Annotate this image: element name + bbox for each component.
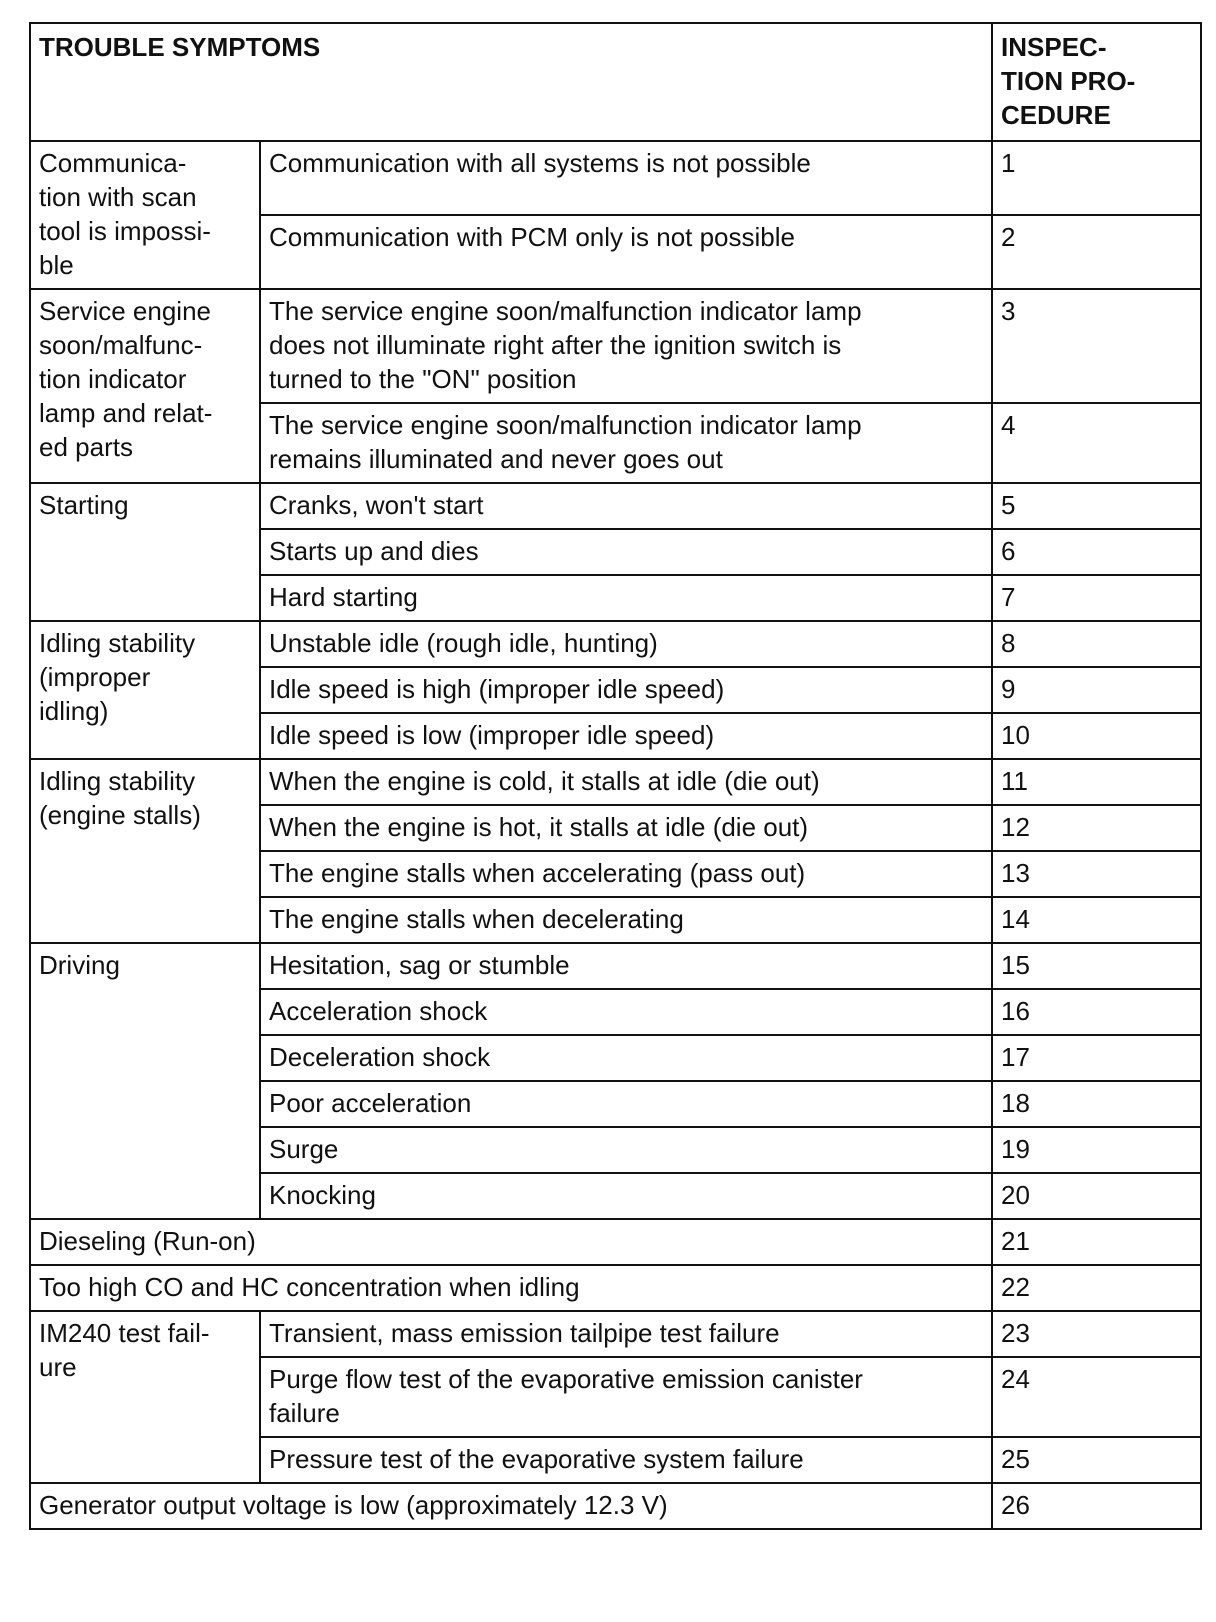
symptom-detail-cell: Surge (260, 1127, 992, 1173)
procedure-number-cell: 7 (992, 575, 1201, 621)
symptom-category-cell: Communica- tion with scan tool is impossi- ble (30, 141, 260, 289)
symptom-category-cell: Service engine soon/malfunc- tion indicator lamp and relat- ed parts (30, 289, 260, 483)
trouble-symptoms-table (29, 22, 1202, 1530)
procedure-number-cell: 25 (992, 1437, 1201, 1483)
procedure-number-cell: 5 (992, 483, 1201, 529)
procedure-number-cell: 2 (992, 215, 1201, 289)
symptom-category-cell: Idling stability (engine stalls) (30, 759, 260, 943)
table-row (30, 1311, 1201, 1357)
symptom-detail-cell: Cranks, won't start (260, 483, 992, 529)
procedure-number-cell: 3 (992, 289, 1201, 403)
procedure-number-cell: 11 (992, 759, 1201, 805)
table-row (30, 289, 1201, 403)
table-row (30, 1265, 1201, 1311)
procedure-number-cell: 18 (992, 1081, 1201, 1127)
header-inspection-procedure: INSPEC- TION PRO- CEDURE (992, 23, 1201, 141)
symptom-detail-cell: Purge flow test of the evaporative emission canister failure (260, 1357, 992, 1437)
procedure-number-cell: 4 (992, 403, 1201, 483)
symptom-detail-cell: Communication with PCM only is not possible (260, 215, 992, 289)
symptom-detail-cell: Deceleration shock (260, 1035, 992, 1081)
symptom-detail-cell: Unstable idle (rough idle, hunting) (260, 621, 992, 667)
symptom-detail-cell: Starts up and dies (260, 529, 992, 575)
procedure-number-cell: 14 (992, 897, 1201, 943)
header-trouble-symptoms: TROUBLE SYMPTOMS (30, 23, 992, 141)
table-row (30, 483, 1201, 529)
symptom-full-cell: Generator output voltage is low (approximately 12.3 V) (30, 1483, 992, 1529)
procedure-number-cell: 15 (992, 943, 1201, 989)
symptom-detail-cell: Idle speed is low (improper idle speed) (260, 713, 992, 759)
symptom-detail-cell: Knocking (260, 1173, 992, 1219)
procedure-number-cell: 9 (992, 667, 1201, 713)
symptom-detail-cell: Acceleration shock (260, 989, 992, 1035)
procedure-number-cell: 6 (992, 529, 1201, 575)
table-row (30, 1483, 1201, 1529)
procedure-number-cell: 8 (992, 621, 1201, 667)
procedure-number-cell: 16 (992, 989, 1201, 1035)
table-row (30, 621, 1201, 667)
procedure-number-cell: 1 (992, 141, 1201, 215)
symptom-detail-cell: The service engine soon/malfunction indicator lamp remains illuminated and never goes out (260, 403, 992, 483)
symptom-category-cell: Idling stability (improper idling) (30, 621, 260, 759)
table-body (30, 141, 1201, 1529)
procedure-number-cell: 26 (992, 1483, 1201, 1529)
table-row (30, 141, 1201, 215)
procedure-number-cell: 20 (992, 1173, 1201, 1219)
symptom-detail-cell: When the engine is cold, it stalls at idle (die out) (260, 759, 992, 805)
symptom-detail-cell: Transient, mass emission tailpipe test failure (260, 1311, 992, 1357)
symptom-detail-cell: When the engine is hot, it stalls at idle (die out) (260, 805, 992, 851)
procedure-number-cell: 21 (992, 1219, 1201, 1265)
symptom-detail-cell: Pressure test of the evaporative system failure (260, 1437, 992, 1483)
symptom-detail-cell: Hesitation, sag or stumble (260, 943, 992, 989)
symptom-full-cell: Dieseling (Run-on) (30, 1219, 992, 1265)
symptom-detail-cell: Idle speed is high (improper idle speed) (260, 667, 992, 713)
procedure-number-cell: 19 (992, 1127, 1201, 1173)
procedure-number-cell: 23 (992, 1311, 1201, 1357)
table-row (30, 943, 1201, 989)
symptom-category-cell: IM240 test fail- ure (30, 1311, 260, 1483)
symptom-category-cell: Driving (30, 943, 260, 1219)
table-header-row (30, 23, 1201, 141)
symptom-detail-cell: The service engine soon/malfunction indicator lamp does not illuminate right after the ignition switch is turned to the "ON" position (260, 289, 992, 403)
symptom-detail-cell: Hard starting (260, 575, 992, 621)
procedure-number-cell: 12 (992, 805, 1201, 851)
procedure-number-cell: 10 (992, 713, 1201, 759)
symptom-detail-cell: The engine stalls when accelerating (pass out) (260, 851, 992, 897)
procedure-number-cell: 24 (992, 1357, 1201, 1437)
table-row (30, 1219, 1201, 1265)
procedure-number-cell: 13 (992, 851, 1201, 897)
procedure-number-cell: 22 (992, 1265, 1201, 1311)
document-page (29, 22, 1200, 1530)
symptom-detail-cell: Communication with all systems is not possible (260, 141, 992, 215)
symptom-full-cell: Too high CO and HC concentration when idling (30, 1265, 992, 1311)
table-row (30, 759, 1201, 805)
symptom-detail-cell: The engine stalls when decelerating (260, 897, 992, 943)
procedure-number-cell: 17 (992, 1035, 1201, 1081)
symptom-category-cell: Starting (30, 483, 260, 621)
symptom-detail-cell: Poor acceleration (260, 1081, 992, 1127)
